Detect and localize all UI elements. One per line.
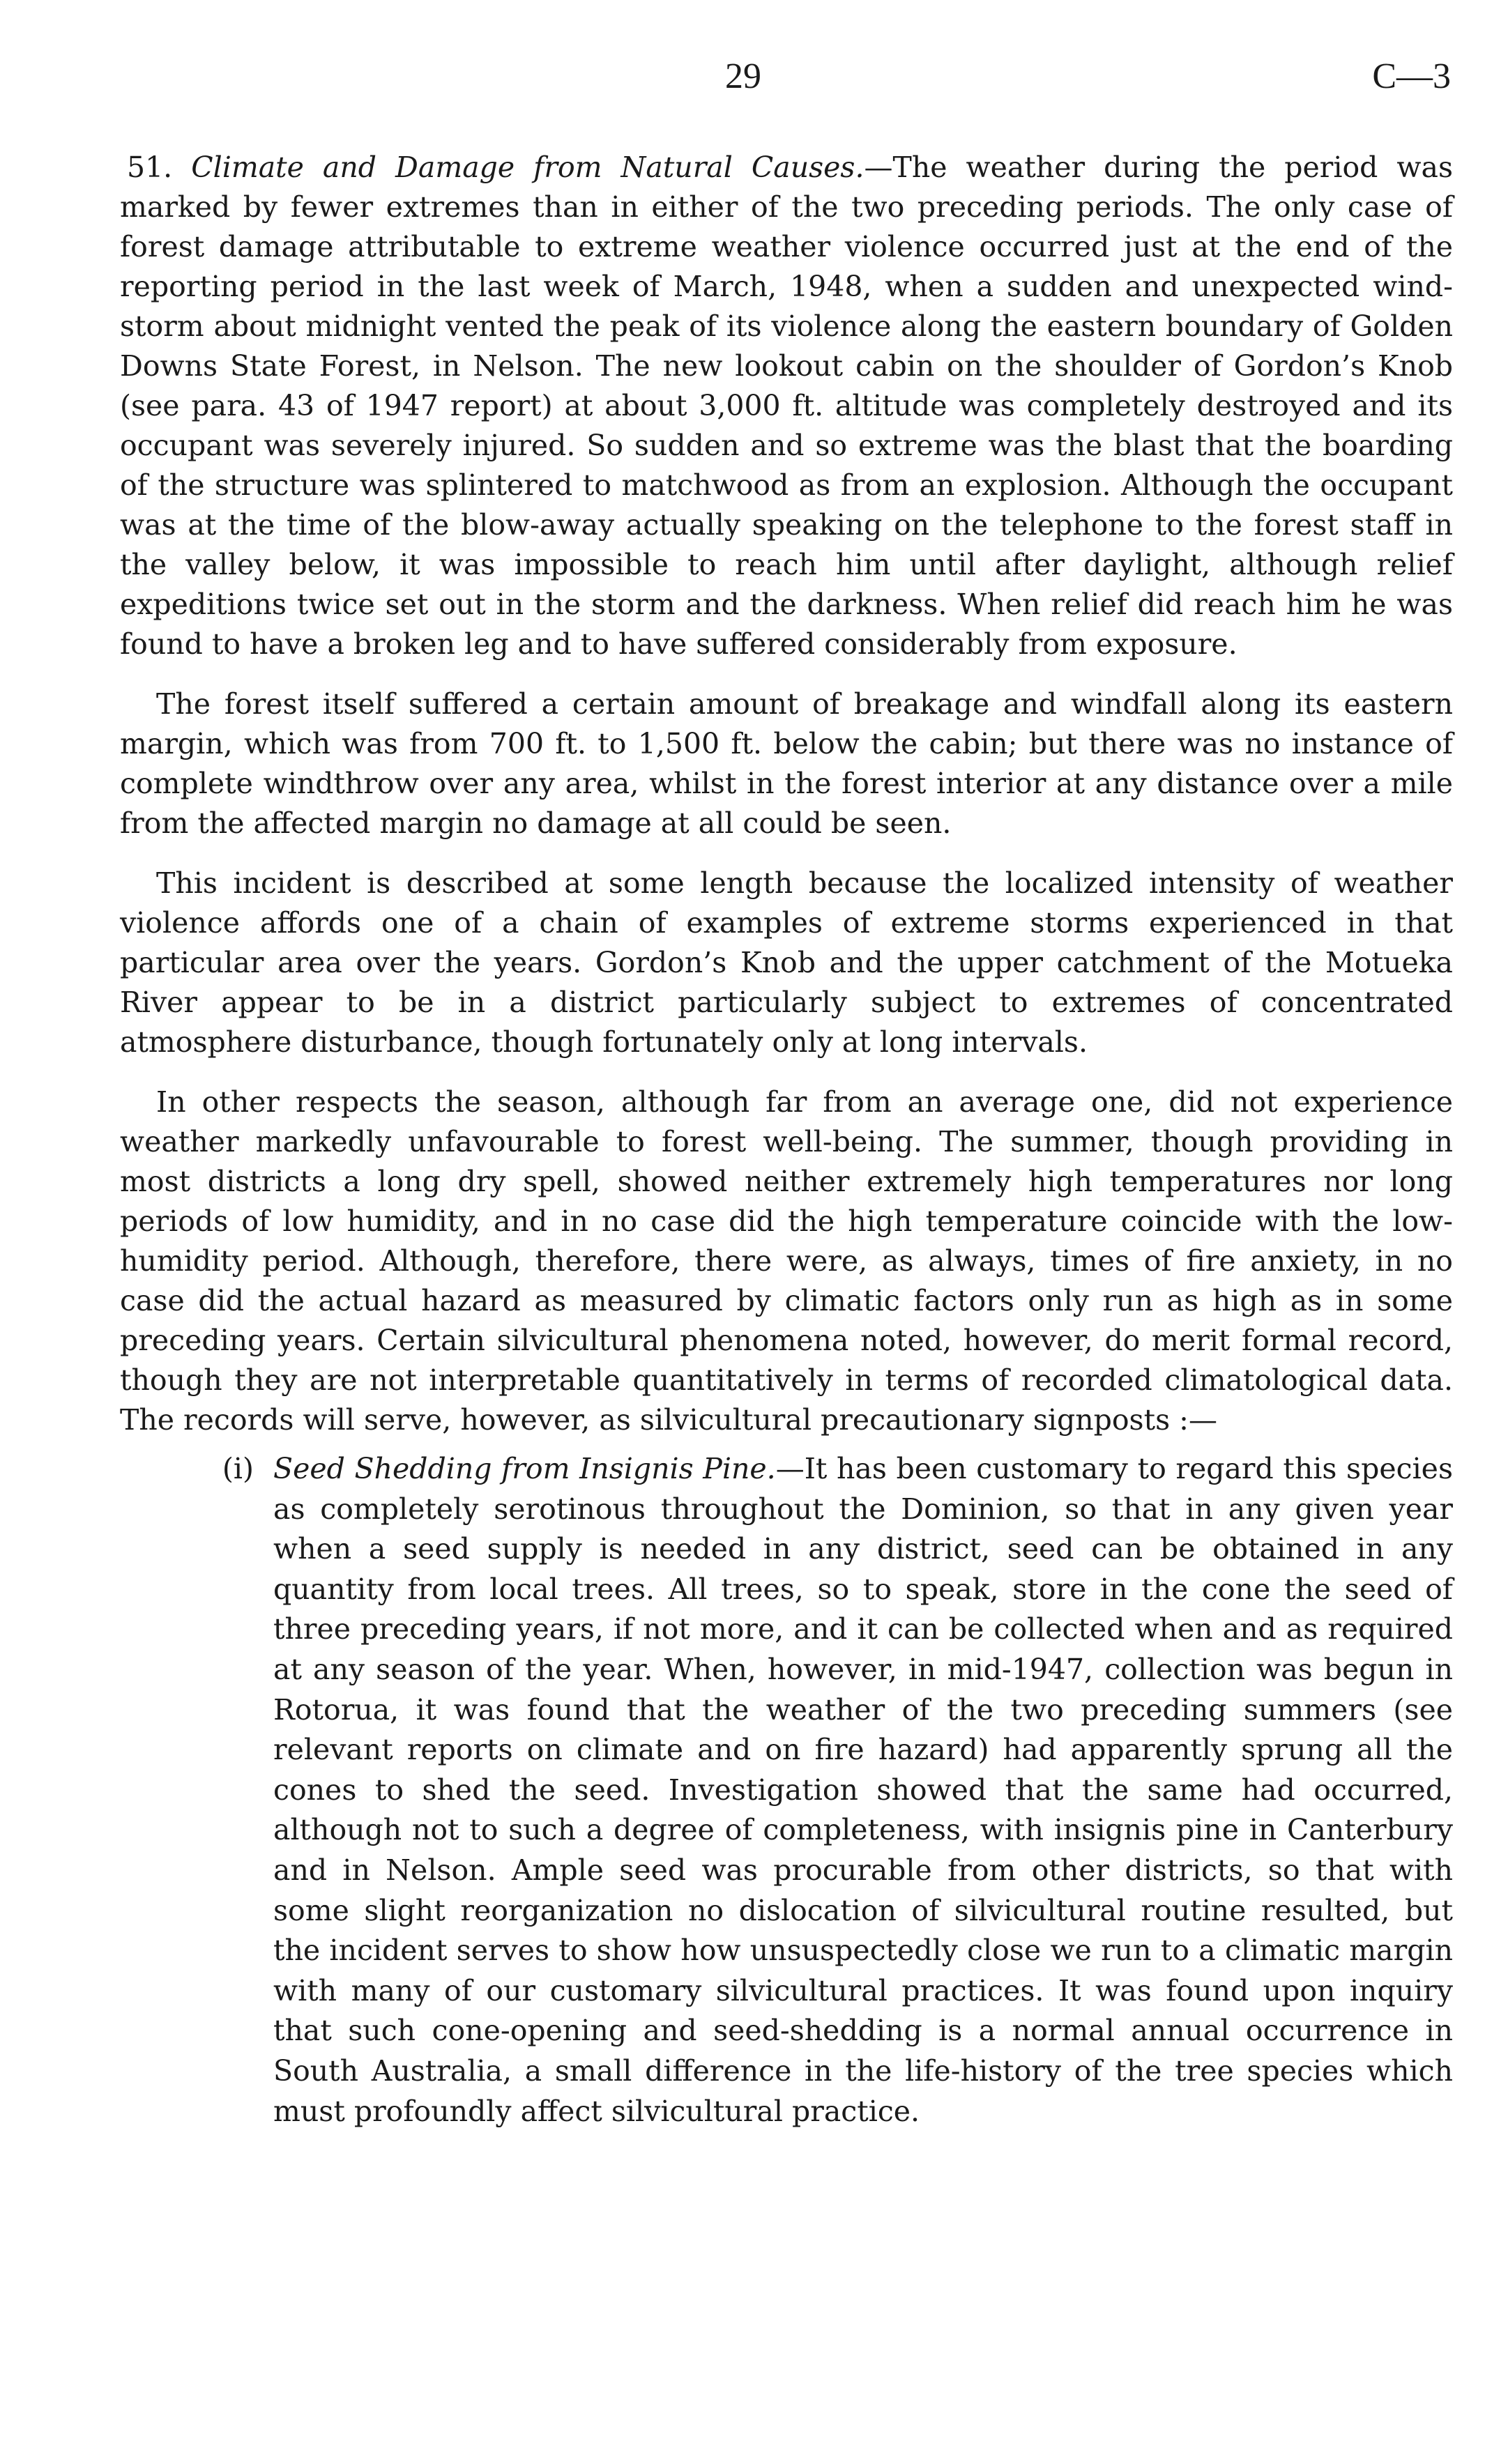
paragraph-forest-damage: The forest itself suffered a certain amount of breakage and windfall along its eastern margin, which was from 700 ft. to 1,500 ft. below the cabin; but there was no instance of complete windthrow over any area, whilst in the forest interior at any distance over a mile from the affected margin no damage at all could be seen.	[120, 687, 1453, 840]
page-number: 29	[725, 56, 761, 96]
sub-heading-dash: —	[775, 1452, 805, 1485]
sub-item-text: It has been customary to regard this species as completely serotinous throughout the Dominion, so that in any given year when a seed supply is needed in any district, seed can be obtained in any quantity from local trees. All trees, so to speak, store in the cone the seed of three preceding years, if not more, and it can be collected when and as required at any season of the year. When, however, in mid-1947, collection was begun in Rotorua, it was found that the weather of the two preceding summers (see relevant reports on climate and on fire hazard) had apparently sprung all the cones to shed the seed. Investigation showed that the same had occurred, although not to such a degree of completeness, with insignis pine in Canterbury and in Nelson. Ample seed was procurable from other districts, so that with some slight reorganization no dislocation of silvicultural routine resulted, but the incident serves to show how unsuspectedly close we run to a climatic margin with many of our customary silvicultural practices. It was found upon inquiry that such cone-opening and seed-shedding is a normal annual occurrence in South Australia, a small difference in the life-history of the tree species which must profoundly affect silvicultural practice.	[273, 1452, 1453, 2128]
sub-item-heading: Seed Shedding from Insignis Pine.	[273, 1452, 776, 1485]
paragraph-51	[120, 148, 1453, 664]
paragraph-incident: This incident is described at some length because the localized intensity of weather violence affords one of a chain of examples of extreme storms experienced in that particular area over the years. Gordon’s Knob and the upper catchment of the Motueka River appear to be in a district particularly subject to extremes of concentrated atmosphere disturbance, though fortunately only at long intervals.	[120, 866, 1453, 1059]
sub-item-marker: (i)	[222, 1452, 254, 1485]
heading-dash: —	[864, 151, 893, 184]
sub-item-body	[273, 1449, 1453, 2132]
paragraph-heading: Climate and Damage from Natural Causes.	[191, 151, 865, 184]
paragraph-number: 51.	[127, 151, 173, 184]
page-header	[0, 56, 1508, 112]
series-code: C—3	[1372, 56, 1451, 96]
paragraph-text: The weather during the period was marked by fewer extremes than in either of the two preceding periods. The only case of forest damage attributable to extreme weather violence occurred just at the end of the reporting period in the last week of March, 1948, when a sudden and unexpected wind-storm about midnight vented the peak of its violence along the eastern boundary of Golden Downs State Forest, in Nelson. The new lookout cabin on the shoulder of Gordon’s Knob (see para. 43 of 1947 report) at about 3,000 ft. altitude was completely destroyed and its occupant was severely injured. So sudden and so extreme was the blast that the boarding of the structure was splintered to matchwood as from an explosion. Although the occupant was at the time of the blow-away actually speaking on the telephone to the forest staff in the valley below, it was impossible to reach him until after daylight, although relief expeditions twice set out in the storm and the darkness. When relief did reach him he was found to have a broken leg and to have suffered considerably from exposure.	[120, 151, 1453, 661]
page-body	[120, 148, 1453, 2132]
sub-item-seed-shedding	[120, 1449, 1453, 2132]
paragraph-season: In other respects the season, although far from an average one, did not experience weather markedly unfavourable to forest well-being. The summer, though providing in most districts a long dry spell, showed neither extremely high temperatures nor long periods of low humidity, and in no case did the high temperature coincide with the low-humidity period. Although, therefore, there were, as always, times of fire anxiety, in no case did the actual hazard as measured by climatic factors only run as high as in some preceding years. Certain silvicultural phenomena noted, however, do merit formal record, though they are not interpretable quantitatively in terms of recorded climatological data. The records will serve, however, as silvicultural precautionary signposts :—	[120, 1085, 1453, 1437]
